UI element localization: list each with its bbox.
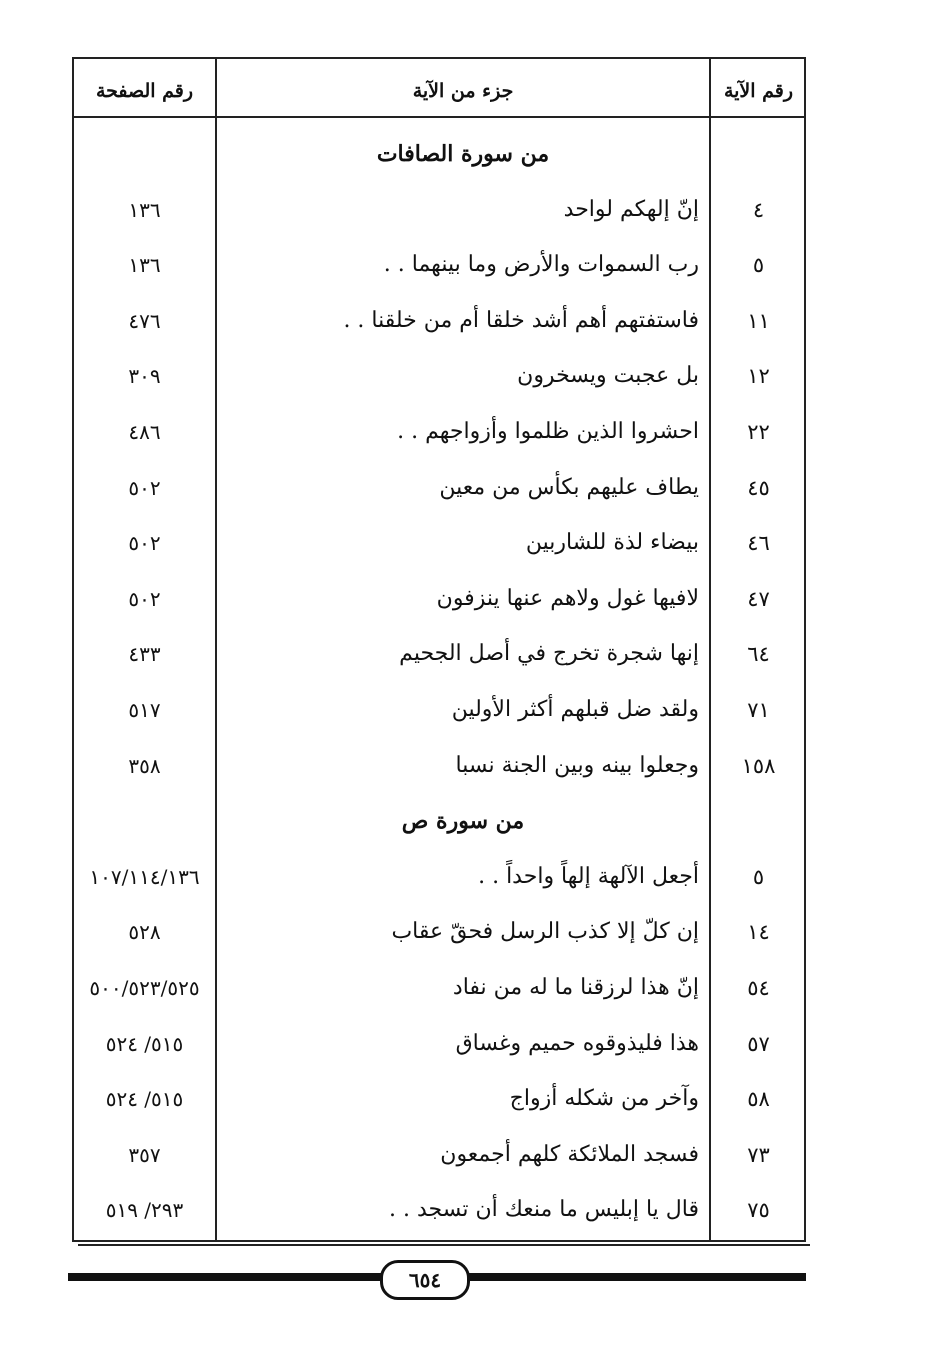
verse-number-cell: ٥ (752, 864, 765, 889)
verse-number-cell: ٢٢ (747, 420, 770, 444)
verse-text-cell: رب السموات والأرض وما بينهما . . (383, 252, 699, 278)
index-table (72, 57, 806, 1242)
page-number-cell: ٥٠٢ (128, 586, 161, 611)
verse-text-cell: يطاف عليهم بكأس من معين (439, 474, 699, 500)
page-number-cell: ٥١٥/ ٥٢٤ (105, 1031, 184, 1056)
table-row (74, 515, 804, 571)
page-number-cell: ٥٠٠/٥٢٣/٥٢٥ (89, 976, 200, 1000)
verse-number-cell: ٥٤ (747, 976, 770, 1000)
page-number-cell: ٣٥٨ (128, 753, 161, 778)
verse-text-cell: إنّ إلهكم لواحد (563, 196, 699, 222)
table-row (74, 738, 804, 794)
page-number-cell: ٣٥٧ (128, 1142, 161, 1167)
page-number-cell: ٢٩٣/ ٥١٩ (105, 1198, 184, 1223)
verse-text-cell: بل عجبت ويسخرون (517, 363, 699, 389)
verse-number-cell: ٥ (752, 253, 765, 278)
verse-number-cell: ٥٧ (747, 1031, 770, 1056)
table-row (74, 404, 804, 460)
verse-number-cell: ٧٣ (747, 1142, 770, 1167)
verse-text-cell: وآخر من شكله أزواج (509, 1086, 699, 1112)
verse-text-cell: إنها شجرة تخرج في أصل الجحيم (399, 641, 699, 667)
table-row (74, 1071, 804, 1127)
table-row (74, 571, 804, 627)
page-number-cell: ٤٧٦ (128, 308, 161, 333)
verse-text-cell: ولقد ضل قبلهم أكثر الأولين (451, 697, 699, 722)
verse-text-cell: بيضاء لذة للشاربين (525, 530, 699, 556)
table-row (74, 1127, 804, 1183)
table-row (74, 348, 804, 404)
verse-text-cell: احشروا الذين ظلموا وأزواجهم . . (397, 419, 699, 444)
table-row (74, 1016, 804, 1072)
verse-number-cell: ١١ (747, 308, 770, 333)
page-number: ٦٥٤ (380, 1260, 470, 1300)
verse-number-cell: ٤٥ (747, 475, 770, 500)
page-number-cell: ٥٢٨ (128, 920, 161, 945)
verse-number-cell: ١٢ (747, 364, 770, 389)
table-row (74, 293, 804, 349)
page-number-cell: ٥٠٢ (128, 531, 161, 556)
page-number-cell: ٥١٧ (128, 698, 161, 722)
verse-text-cell: إن كلّ إلا كذب الرسل فحقّ عقاب (391, 919, 699, 945)
surah-title: من سورة الصافات (376, 141, 550, 167)
verse-number-cell: ٧١ (747, 698, 770, 722)
page-column-header: رقم الصفحة (95, 80, 194, 102)
verse-text-cell: قال يا إبليس ما منعك أن تسجد . . (389, 1197, 699, 1223)
verse-text-cell: فاستفتهم أهم أشد خلقا أم من خلقنا . . (343, 307, 699, 333)
verse-text-cell: فسجد الملائكة كلهم أجمعون (440, 1141, 699, 1167)
page-number-cell: ٥٠٢ (128, 475, 161, 500)
part-column-header: جزء من الآية (412, 80, 514, 102)
verse-text-cell: أجعل الآلهة إلهاً واحداً . . (478, 863, 699, 889)
verse-text-cell: لافيها غول ولاهم عنها ينزفون (436, 585, 699, 611)
verse-number-cell: ١٥٨ (741, 753, 776, 778)
verse-number-cell: ٤٦ (747, 531, 770, 556)
table-row (74, 182, 804, 238)
verse-number-cell: ٧٥ (747, 1198, 770, 1223)
header-divider (74, 116, 804, 118)
table-row (74, 849, 804, 905)
table-row (74, 460, 804, 516)
verse-number-cell: ١٤ (747, 920, 770, 945)
page-number-cell: ٣٠٩ (128, 364, 161, 389)
table-row (74, 626, 804, 682)
verse-number-cell: ٤ (752, 197, 765, 222)
page-number-cell: ١٣٦ (128, 253, 161, 278)
table-row (74, 960, 804, 1016)
page-number-cell: ٤٨٦ (128, 420, 161, 444)
table-row (74, 237, 804, 293)
verse-number-cell: ٤٧ (747, 586, 770, 611)
page-number-cell: ٥١٥/ ٥٢٤ (105, 1087, 184, 1112)
page-number-cell: ٤٣٣ (128, 642, 161, 667)
verse-text-cell: إنّ هذا لرزقنا ما له من نفاد (452, 975, 699, 1000)
verse-text-cell: وجعلوا بينه وبين الجنة نسبا (455, 752, 699, 778)
table-row (74, 1182, 804, 1238)
surah-title: من سورة ص (401, 808, 525, 835)
page-number-cell: ١٠٧/١١٤/١٣٦ (89, 864, 200, 889)
verse-number-cell: ٥٨ (747, 1087, 770, 1112)
table-row (74, 904, 804, 960)
table-row (74, 682, 804, 738)
verse-number-cell: ٦٤ (747, 642, 770, 667)
verse-text-cell: هذا فليذوقوه حميم وغساق (455, 1030, 699, 1056)
verse-column-header: رقم الآية (723, 80, 794, 102)
page-number-cell: ١٣٦ (128, 197, 161, 222)
